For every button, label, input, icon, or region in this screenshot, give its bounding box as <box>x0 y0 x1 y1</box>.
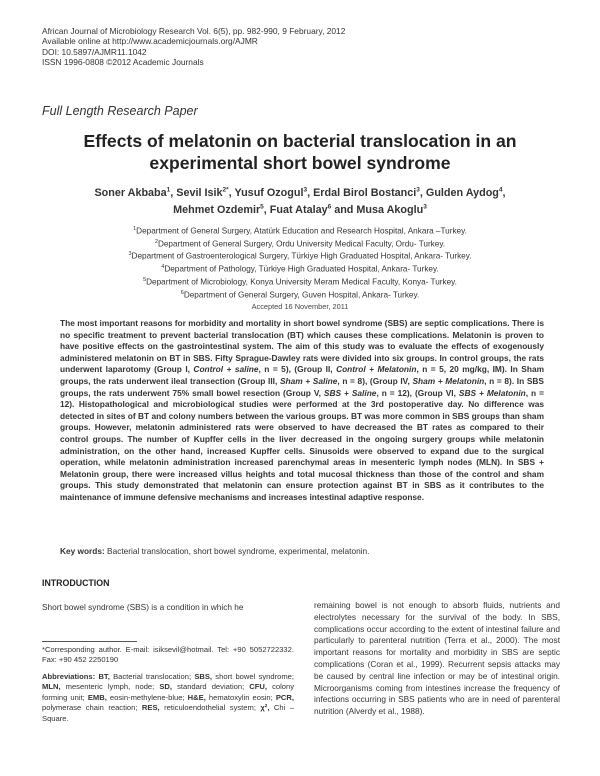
abbr-term: RES, <box>141 703 160 713</box>
abstract-italic: Control + saline <box>193 364 259 375</box>
author-sep: , <box>307 186 314 199</box>
author <box>426 187 506 199</box>
abbr-def: mesenteric lymph, node; <box>60 682 160 692</box>
abstract <box>60 318 544 504</box>
abbr-def: standard deviation; <box>172 682 250 692</box>
abbr-term: H&E, <box>187 692 206 702</box>
abstract-text: , n = 8). In SBS groups, the rats underwent 75% small bowel resection (Group V, <box>60 375 544 398</box>
author <box>313 187 426 199</box>
abbr-def: short bowel syndrome; <box>212 672 294 681</box>
affiliation-list <box>40 224 560 300</box>
affiliation-text: Department of Pathology, Türkiye High Graduated Hospital, Ankara- Turkey. <box>164 264 439 274</box>
abbr-term: SBS, <box>194 672 213 681</box>
affiliation <box>40 288 560 301</box>
affiliation-sup: 4 <box>161 264 165 271</box>
abbr-def: reticuloendothelial system; <box>159 703 261 713</box>
abstract-text: The most important reasons for morbidity and mortality in short bowel syndrome (SBS) are septic complications. There is no specific treatment to prevent bacterial translocation (BT) which causes these complications. Melatonin is proven to have positive effects on the gastrointestinal system. The aim of this study was to evaluate the effects of exogenously administered melatonin on BT in SBS. Fifty Sprague-Dawley rats were divided into six groups. In control groups, the rats underwent laparotomy (Group I, <box>60 318 544 375</box>
journal-header <box>42 26 562 67</box>
author-name: Erdal Birol Bostanci <box>313 186 417 199</box>
abbr-term: χ², <box>260 703 270 713</box>
author-sup: 4 <box>498 186 503 193</box>
author-sup: 3 <box>423 203 427 211</box>
section-heading: INTRODUCTION <box>42 578 110 588</box>
journal-citation: African Journal of Microbiology Research Vol. 6(5), pp. 982-990, 9 February, 2012 <box>42 26 346 36</box>
abbr-term: SD, <box>159 682 173 692</box>
affiliation-text: Department of General Surgery, Ordu University Medical Faculty, Ordu- Turkey. <box>157 239 446 249</box>
author-sep: , <box>419 186 426 199</box>
affiliation-sup: 2 <box>154 238 158 245</box>
author <box>176 187 234 199</box>
abbr-def: colony forming unit; <box>42 682 295 702</box>
footnote-divider <box>42 641 137 642</box>
journal-doi: DOI: 10.5897/AJMR11.1042 <box>42 46 147 57</box>
keywords-label: Key words: <box>60 546 105 556</box>
abstract-italic: SBS + Melatonin <box>458 387 526 398</box>
abstract-text: , n = 5), (Group II, <box>258 364 337 375</box>
author-sup: 3 <box>416 186 420 193</box>
affiliation-text: Department of General Surgery, Guven Hospital, Ankara- Turkey. <box>183 290 420 300</box>
affiliation-text: Department of Microbiology, Konya University Meram Medical Faculty, Konya- Turkey. <box>146 277 457 287</box>
journal-issn: ISSN 1996-0808 ©2012 Academic Journals <box>42 56 204 67</box>
abbr-def: eosin-methylene-blue; <box>106 692 188 702</box>
abbr-def: polymerase chain reaction; <box>42 703 142 713</box>
abbr-term: CFU, <box>249 682 267 692</box>
author-sep: and <box>331 203 357 216</box>
abstract-italic: Control + Melatonin <box>336 364 417 375</box>
author-name: Gulden Aydog <box>425 186 499 199</box>
affiliation <box>40 249 560 262</box>
accepted-date: Accepted 16 November, 2011 <box>251 302 349 311</box>
abstract-italic: Sham + Saline <box>279 375 338 386</box>
author-name: Mehmet Ozdemir <box>173 203 261 216</box>
author-sup: 3 <box>303 186 308 193</box>
author-list <box>40 183 560 217</box>
abbr-term: MLN, <box>42 682 61 692</box>
abstract-text: , n = 8), (Group IV, <box>337 375 413 386</box>
author-sup: 2* <box>222 186 229 193</box>
corresponding-author-footnote: *Corresponding author. E-mail: isiksevil@hotmail. Tel: +90 5052722332. Fax: +90 452 2250190 <box>42 645 294 665</box>
abstract-text: , n = 5, 20 mg/kg, IM). In Sham groups, the rats underwent ileal transection (Group III, <box>60 364 545 386</box>
author-name: Yusuf Ozogul <box>234 186 304 199</box>
author <box>234 187 313 199</box>
author-sup: 6 <box>327 203 332 211</box>
affiliation-sup: 6 <box>180 289 184 296</box>
author-sep: , <box>170 186 177 199</box>
affiliation <box>40 224 560 237</box>
keywords <box>60 546 544 556</box>
abstract-text: , n = 12). Histopathological and microbiological studies were performed at the 3rd postoperative day. No difference was detected in sites of BT and colony numbers between the various groups. BT was more common in SBS groups than sham groups. However, melatonin administered rats were observed to have decreased the BT rates as compared to their control groups. The number of Kupffer cells in the liver decreased in the ongoing surgery groups while melatonin administration, on the other hand, increased Kupffer cells. Sinusoids were observed to expand due to the surgical operation, while melatonin administration increased parenchymal areas in mesenteric lymph nodes (MLN). In SBS + Melatonin group, there were increased villus heights and total mucosal thickness than those of the control and sham groups. This study demonstrated that melatonin can ensure protection against BT in SBS as it contributes to the maintenance of immune defensive mechanisms and increases intestinal adaptive response. <box>60 387 544 502</box>
abstract-italic: SBS + Saline <box>323 387 377 398</box>
author-sep: , <box>263 203 270 216</box>
affiliation-text: Department of Gastroenterological Surgery, Türkiye High Graduated Hospital, Ankara- Turkey. <box>131 252 472 262</box>
author <box>356 204 426 216</box>
author-sep: , <box>228 186 235 199</box>
affiliation-sup: 5 <box>143 276 147 283</box>
abbreviations <box>42 672 294 724</box>
author-sep: , <box>502 186 506 199</box>
abstract-text: , n = 12), (Group VI, <box>376 387 459 398</box>
affiliation <box>40 262 560 275</box>
abbr-def: Bacterial translocation; <box>109 672 195 681</box>
affiliation-sup: 3 <box>128 251 132 258</box>
abbr-def: Chi –Square. <box>42 703 294 723</box>
author-sup: 1 <box>166 186 171 193</box>
abbr-term: BT, <box>98 672 110 681</box>
paper-type: Full Length Research Paper <box>42 104 198 118</box>
affiliation <box>40 275 560 288</box>
affiliation-sup: 1 <box>133 226 137 232</box>
author-name: Soner Akbaba <box>94 186 167 199</box>
author-name: Sevil Isik <box>176 186 223 199</box>
author <box>173 204 270 216</box>
abstract-italic: Sham + Melatonin <box>412 375 485 386</box>
author-name: Fuat Atalay <box>269 203 328 216</box>
body-column-right: remaining bowel is not enough to absorb fluids, nutrients and electrolytes necessary for the survival of the body. In SBS, complications occur according to the extent of intestinal failure and particularly to parenteral nutrition (Terra et al., 2000). The most important reasons for mortality and morbidity in SBS are septic complications (Coran et al., 1999). Recurrent sepsis attacks may be caused by central line infection or may be of intestinal origin. Microorganisms coming from intestines increase the frequency of infections occurring in SBS patients who are in need of parenteral nutrition (Alverdy et al., 1988). <box>314 600 560 717</box>
abbr-def: hematoxylin eosin; <box>205 692 276 702</box>
affiliation-text: Department of General Surgery, Atatürk Education and Research Hospital, Ankara –Turkey. <box>136 226 467 236</box>
author <box>270 204 357 216</box>
abbreviations-label: Abbreviations: <box>42 672 96 681</box>
journal-url: Available online at http://www.academicjournals.org/AJMR <box>42 36 258 47</box>
abbr-term: PCR, <box>275 692 294 702</box>
affiliation <box>40 237 560 250</box>
author-name: Musa Akoglu <box>356 203 424 216</box>
paper-title: Effects of melatonin on bacterial translocation in an experimental short bowel syndrome <box>83 131 517 173</box>
author <box>94 187 176 199</box>
author-sup: 5 <box>260 203 264 211</box>
abbr-term: EMB, <box>87 692 107 702</box>
body-column-left: Short bowel syndrome (SBS) is a condition in which he <box>42 602 244 612</box>
keywords-text: Bacterial translocation, short bowel syndrome, experimental, melatonin. <box>104 546 370 556</box>
